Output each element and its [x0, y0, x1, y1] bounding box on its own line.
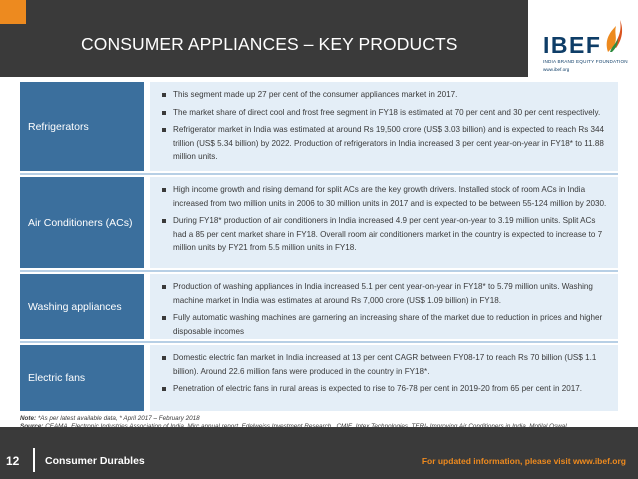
footer-divider [33, 448, 35, 472]
square-bullet-icon [162, 93, 166, 97]
bullet-text: Domestic electric fan market in India increased at 13 per cent CAGR between FY08-17 to reach Rs 70 billion (US$ 1.1 billion). Around 22.6 million fans were produced in the country in FY18*. [173, 353, 597, 376]
row-label-text: Washing appliances [28, 300, 122, 313]
footer-website-link[interactable]: For updated information, please visit www.ibef.org [421, 456, 626, 466]
note-line [20, 415, 620, 423]
footer-bar [0, 427, 638, 479]
header-accent-block [0, 0, 26, 24]
logo-url: www.ibef.org [543, 67, 570, 72]
bullet-text: Production of washing appliances in India increased 5.1 per cent year-on-year in FY18* to 5.79 million units. Washing machine market in India was estimates at around Rs 7,000 crore (US$ 1.09 billion) in FY18. [173, 282, 593, 305]
square-bullet-icon [162, 111, 166, 115]
row-content-refrigerators [150, 82, 618, 171]
header-bar [0, 0, 528, 77]
row-divider [20, 173, 618, 175]
bullet-text: Penetration of electric fans in rural areas is expected to rise to 76-78 per cent in 2019-20 from 65 per cent in 2017. [173, 384, 582, 393]
row-label-washing-appliances [20, 274, 144, 339]
bullet-list [150, 177, 618, 263]
list-item [160, 311, 610, 338]
bullet-text: High income growth and rising demand for split ACs are the key growth drivers. Installed stock of room ACs in India increased from two million units in 2006 to 30 million units in 2017 and is expected to be between 55-124 million by 2030. [173, 185, 607, 208]
square-bullet-icon [162, 188, 166, 192]
list-item [160, 183, 610, 210]
square-bullet-icon [162, 356, 166, 360]
bullet-text: Refrigerator market in India was estimated at around Rs 19,500 crore (US$ 3.03 billion) and is expected to reach Rs 344 trillion (US$ 5.34 billion) by 2022. Production of refrigerators in India increased 3 per cent year-on-year in FY18* to 11.88 million units. [173, 125, 604, 161]
row-label-electric-fans [20, 345, 144, 411]
row-label-text: Electric fans [28, 372, 86, 384]
list-item [160, 280, 610, 307]
square-bullet-icon [162, 219, 166, 223]
row-label-air-conditioners [20, 177, 144, 268]
row-divider [20, 341, 618, 343]
row-label-refrigerators [20, 82, 144, 171]
page-title: CONSUMER APPLIANCES – KEY PRODUCTS [81, 34, 458, 54]
logo-subtitle: INDIA BRAND EQUITY FOUNDATION [543, 59, 628, 64]
row-content-electric-fans [150, 345, 618, 411]
bullet-list [150, 345, 618, 404]
ibef-logo [543, 12, 633, 74]
bullet-text: During FY18* production of air conditioners in India increased 4.9 per cent year-on-year to 3.19 million units. Split ACs had a 85 per cent market share in FY18. Overall room air conditioners market in the country is expected to increase to 7 million units by FY21 from 5.5 million units in FY18. [173, 216, 603, 252]
square-bullet-icon [162, 387, 166, 391]
row-label-text: Air Conditioners (ACs) [28, 216, 133, 229]
bullet-text: This segment made up 27 per cent of the consumer appliances market in 2017. [173, 90, 458, 99]
note-text: *As per latest available data, * April 2017 – February 2018 [36, 415, 200, 422]
list-item [160, 214, 610, 255]
list-item [160, 123, 610, 164]
logo-wordmark: IBEF [543, 32, 602, 58]
list-item [160, 106, 610, 120]
list-item [160, 382, 610, 396]
list-item [160, 351, 610, 378]
row-label-text: Refrigerators [28, 120, 89, 133]
note-label: Note: [20, 415, 37, 422]
row-content-washing-appliances [150, 274, 618, 339]
bullet-text: Fully automatic washing machines are garnering an increasing share of the market due to reduction in prices and higher disposable incomes [173, 313, 603, 336]
footer-section-title: Consumer Durables [45, 455, 145, 467]
bullet-text: The market share of direct cool and frost free segment in FY18 is estimated at 70 per cent and 30 per cent respectively. [173, 107, 601, 117]
square-bullet-icon [162, 285, 166, 289]
square-bullet-icon [162, 316, 166, 320]
bullet-list [150, 274, 618, 346]
list-item [160, 88, 610, 102]
bullet-list [150, 82, 618, 172]
row-divider [20, 270, 618, 272]
page-number: 12 [6, 454, 20, 468]
flame-icon [602, 18, 624, 54]
row-content-air-conditioners [150, 177, 618, 268]
square-bullet-icon [162, 128, 166, 132]
